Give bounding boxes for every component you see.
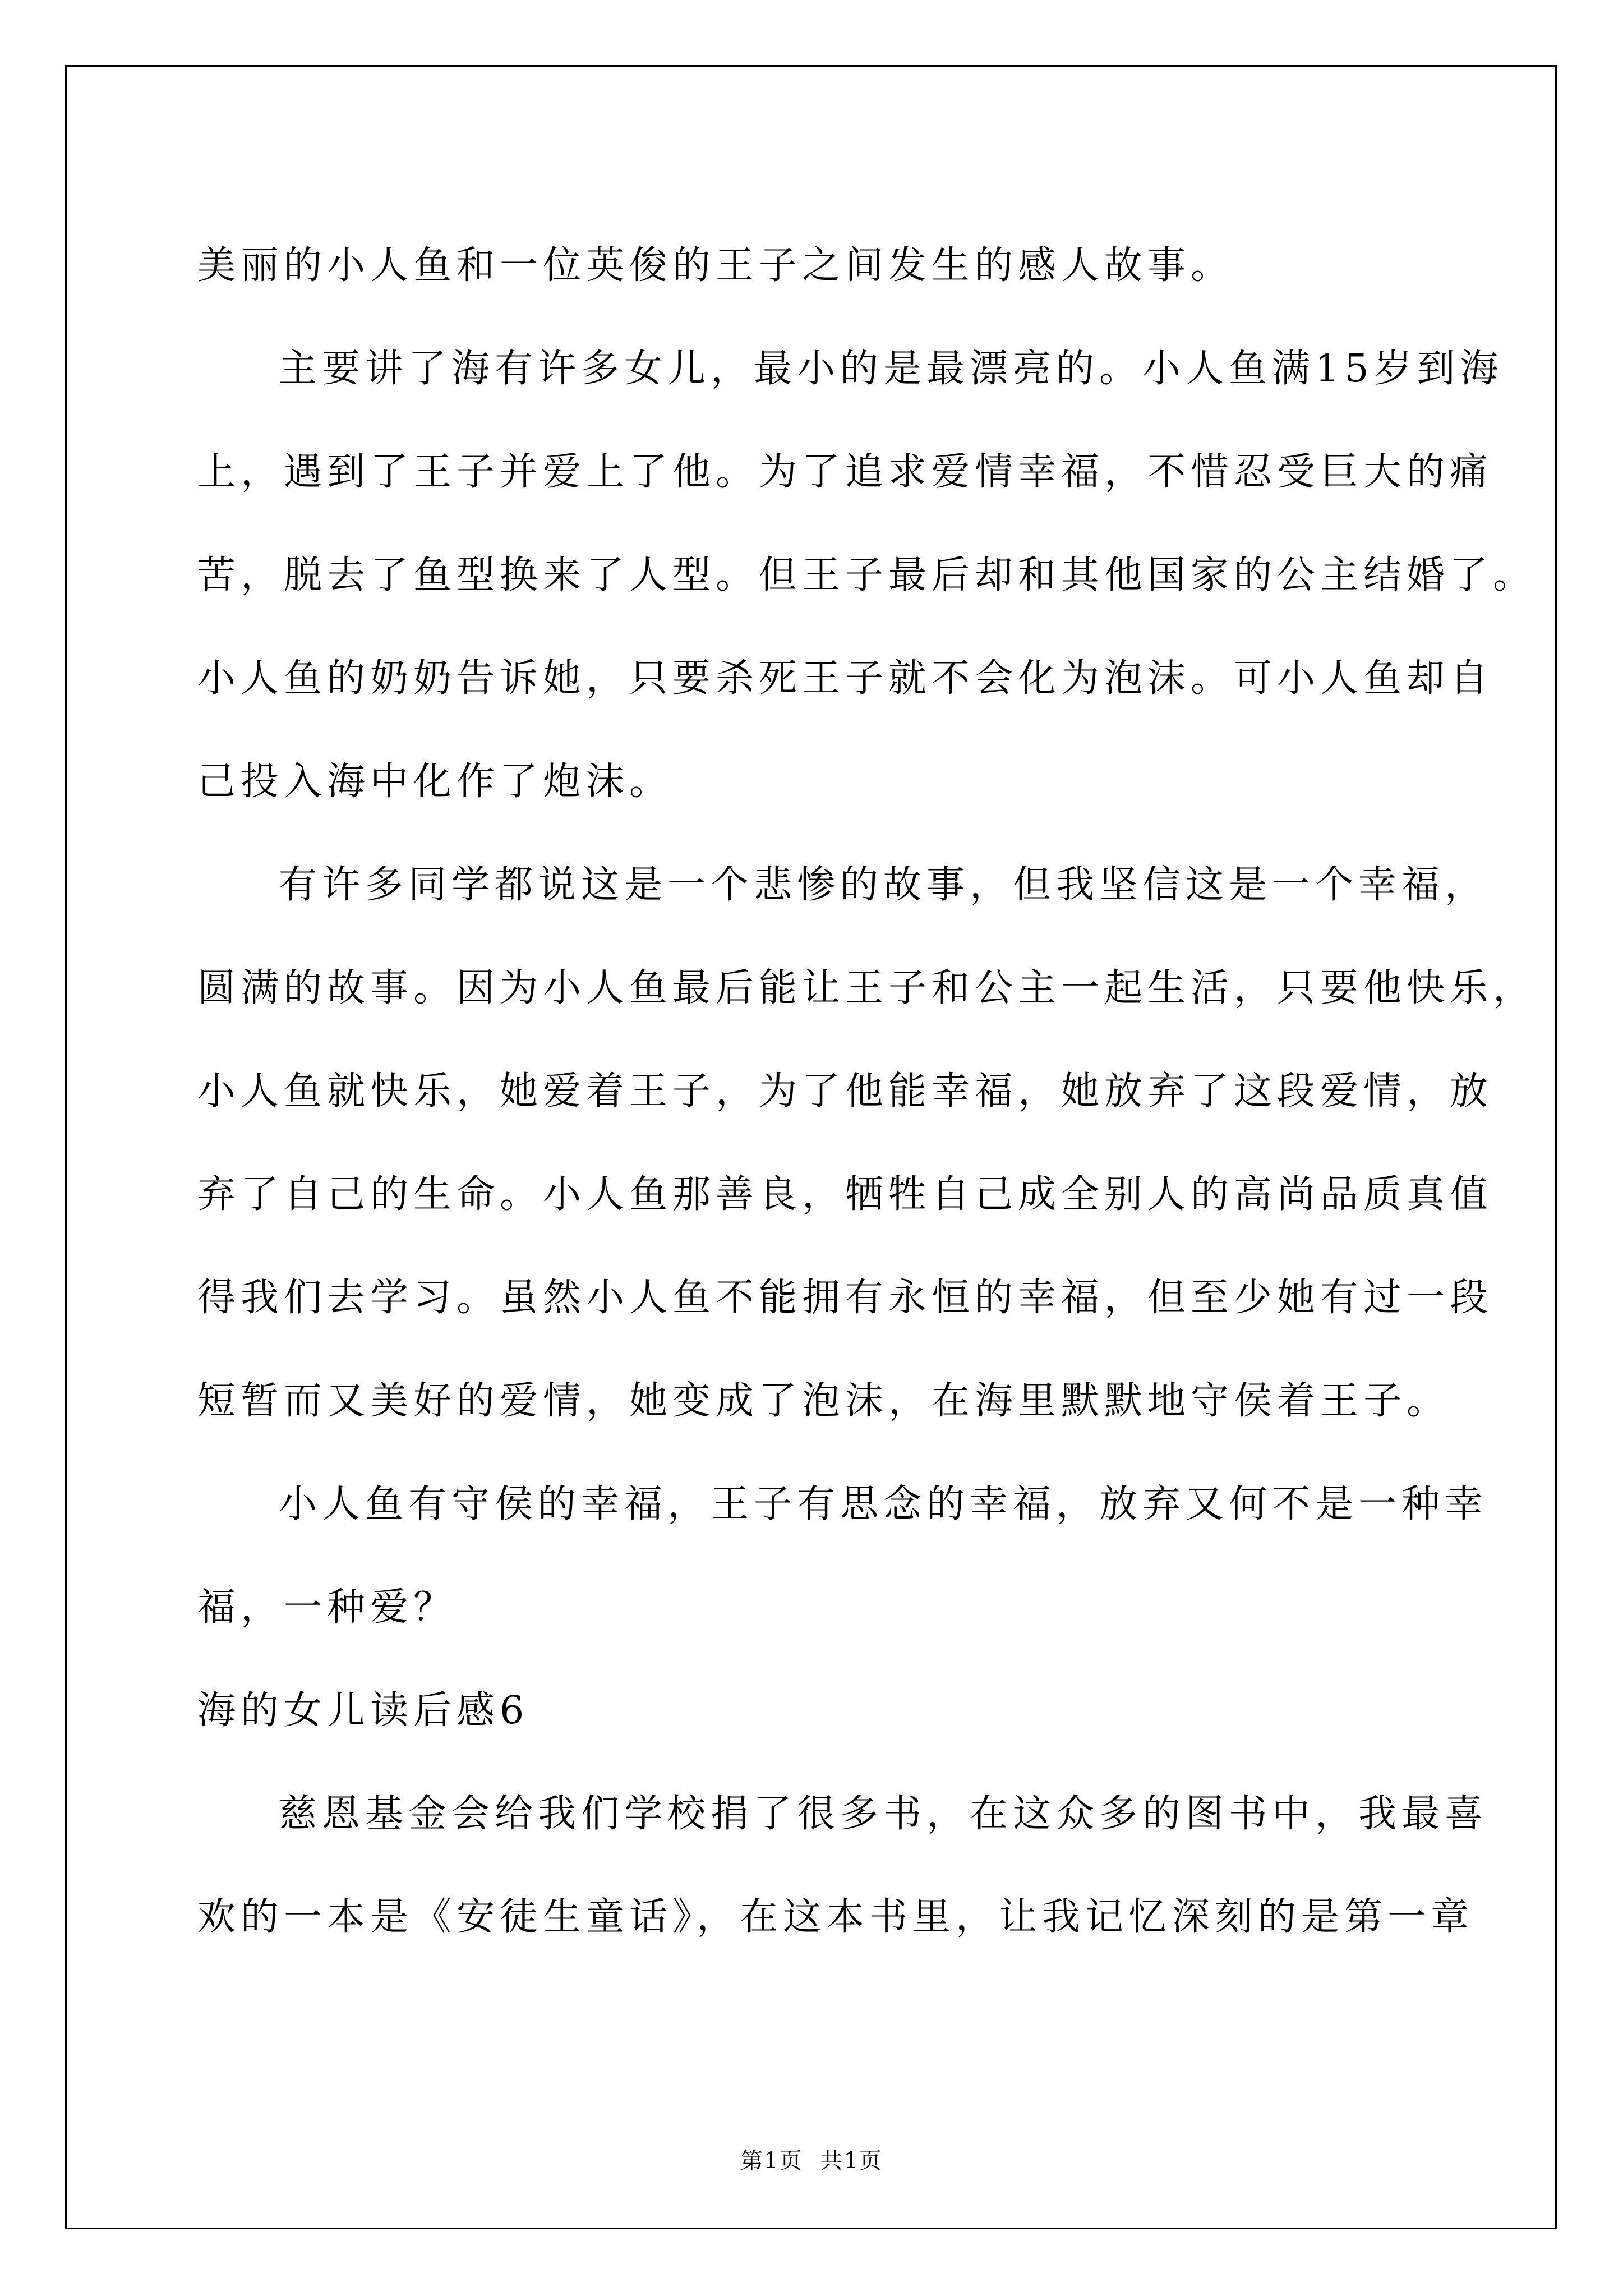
text-line: 小人鱼的奶奶告诉她，只要杀死王子就不会化为泡沫。可小人鱼却自 <box>197 656 1493 701</box>
text-line: 欢的一本是《安徒生童话》，在这本书里，让我记忆深刻的是第一章 <box>197 1895 1474 1939</box>
text-line: 弃了自己的生命。小人鱼那善良，牺牲自己成全别人的高尚品质真值 <box>197 1172 1493 1217</box>
text-line: 上，遇到了王子并爱上了他。为了追求爱情幸福，不惜忍受巨大的痛 <box>197 450 1493 494</box>
text-line: 圆满的故事。因为小人鱼最后能让王子和公主一起生活，只要他快乐， <box>197 966 1537 1010</box>
paragraph-start-line: 主要讲了海有许多女儿，最小的是最漂亮的。小人鱼满15岁到海 <box>279 347 1504 391</box>
text-line: 苦，脱去了鱼型换来了人型。但王子最后却和其他国家的公主结婚了。 <box>197 553 1537 597</box>
text-line: 短暂而又美好的爱情，她变成了泡沫，在海里默默地守侯着王子。 <box>197 1379 1450 1423</box>
section-heading: 海的女儿读后感6 <box>197 1688 529 1733</box>
paragraph-start-line: 有许多同学都说这是一个悲惨的故事，但我坚信这是一个幸福， <box>279 863 1488 907</box>
page-footer <box>0 2143 1623 2175</box>
text-line: 小人鱼就快乐，她爱着王子，为了他能幸福，她放弃了这段爱情，放 <box>197 1069 1493 1114</box>
page-total: 共1页 <box>820 2148 883 2174</box>
text-line: 得我们去学习。虽然小人鱼不能拥有永恒的幸福，但至少她有过一段 <box>197 1276 1493 1320</box>
text-line: 己投入海中化作了炮沫。 <box>197 760 673 804</box>
document-body <box>197 214 1537 1969</box>
paragraph-start-line: 慈恩基金会给我们学校捐了很多书，在这众多的图书中，我最喜 <box>279 1792 1488 1836</box>
text-line: 美丽的小人鱼和一位英俊的王子之间发生的感人故事。 <box>197 243 1234 288</box>
page-number: 第1页 <box>740 2148 803 2174</box>
paragraph-start-line: 小人鱼有守侯的幸福，王子有思念的幸福，放弃又何不是一种幸 <box>279 1482 1488 1526</box>
text-line: 福，一种爱？ <box>197 1585 457 1630</box>
